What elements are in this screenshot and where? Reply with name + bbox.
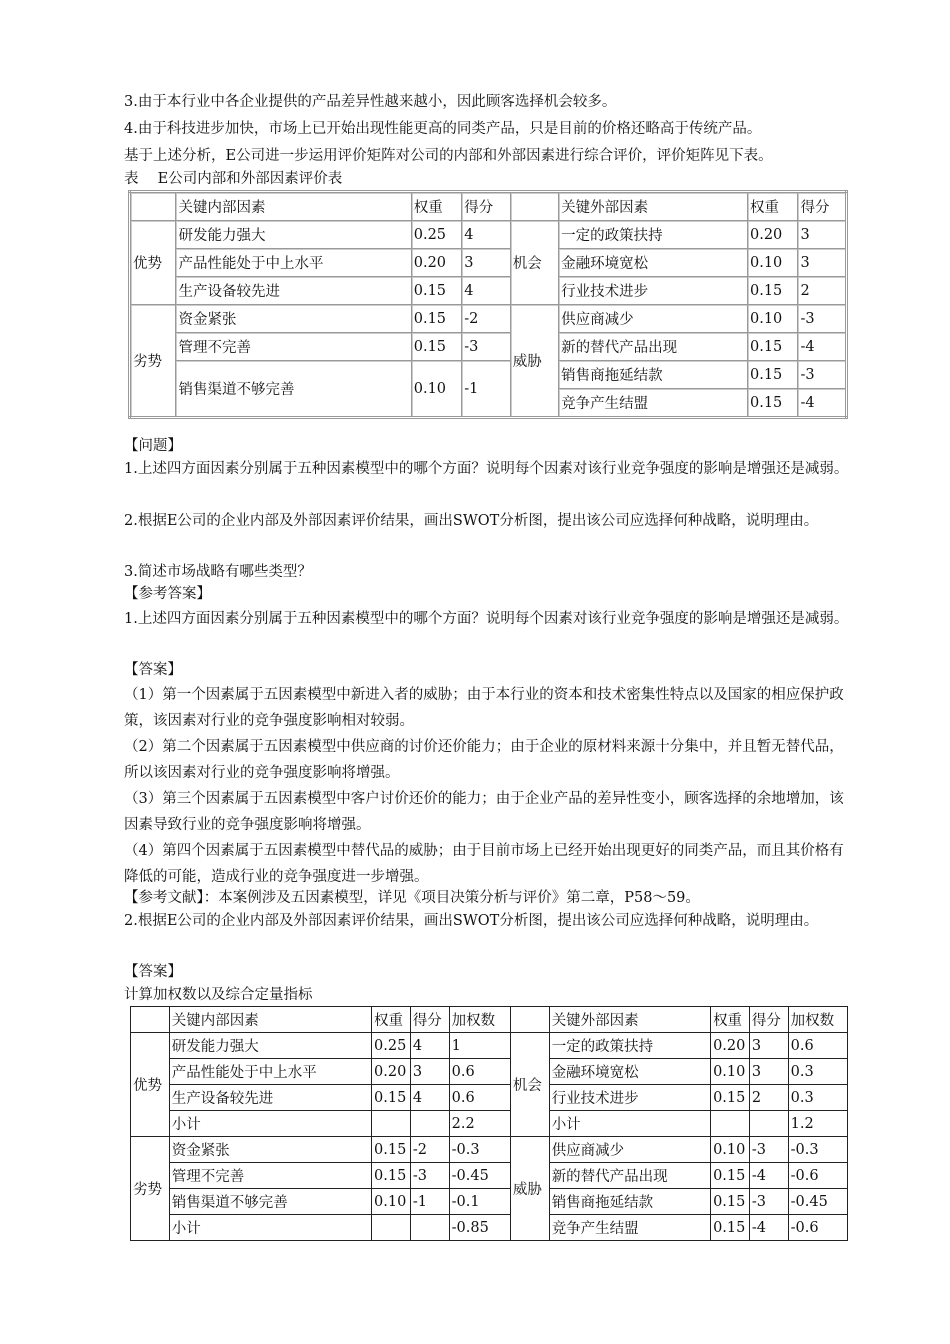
reference-question-1 xyxy=(124,606,854,632)
weight-cell: 0.20 xyxy=(711,1033,750,1059)
score-cell: 2 xyxy=(798,277,847,305)
table-row xyxy=(131,1137,848,1163)
factor-cell: 金融环境宽松 xyxy=(559,249,748,277)
factor-cell: 生产设备较先进 xyxy=(176,277,411,305)
subtotal-value: 1.2 xyxy=(788,1111,847,1137)
header-cell: 关键内部因素 xyxy=(169,1007,371,1033)
factor-evaluation-table xyxy=(128,190,848,419)
weight-cell: 0.15 xyxy=(711,1163,750,1189)
factor-cell: 新的替代产品出现 xyxy=(549,1163,710,1189)
header-cell: 加权数 xyxy=(449,1007,510,1033)
question-2-text: 2.根据E公司的企业内部及外部因素评价结果，画出SWOT分析图，提出该公司应选择何种战略，说明理由。 xyxy=(124,513,819,529)
score-cell: 3 xyxy=(798,221,847,249)
factor-cell: 生产设备较先进 xyxy=(169,1085,371,1111)
score-cell: -4 xyxy=(749,1163,788,1189)
header-cell: 加权数 xyxy=(788,1007,847,1033)
answer-item-4 xyxy=(124,838,854,890)
reference-literature: 【参考文献】：本案例涉及五因素模型，详见《项目决策分析与评价》第二章，P58～59。 xyxy=(124,890,700,906)
weighted-cell: 0.6 xyxy=(788,1033,847,1059)
strength-label: 优势 xyxy=(131,1033,170,1137)
weight-cell: 0.10 xyxy=(711,1059,750,1085)
answer-item-4-text: （4）第四个因素属于五因素模型中替代品的威胁；由于目前市场上已经开始出现更好的同类产品，而且其价格有降低的可能，造成行业的竞争强度进一步增强。 xyxy=(124,843,844,885)
header-cell: 权重 xyxy=(711,1007,750,1033)
score-cell: -3 xyxy=(462,333,510,361)
factor-cell: 资金紧张 xyxy=(169,1137,371,1163)
factor-cell: 销售渠道不够完善 xyxy=(169,1189,371,1215)
weight-cell: 0.15 xyxy=(372,1137,411,1163)
score-cell: 4 xyxy=(410,1033,449,1059)
weakness-label: 劣势 xyxy=(130,305,176,418)
score-cell: -3 xyxy=(798,305,847,333)
score-cell: 3 xyxy=(462,249,510,277)
factor-cell: 产品性能处于中上水平 xyxy=(176,249,411,277)
factor-cell: 销售商拖延结款 xyxy=(559,361,748,389)
factor-cell: 竞争产生结盟 xyxy=(549,1215,710,1241)
empty-cell xyxy=(372,1111,411,1137)
answer-item-1-text: （1）第一个因素属于五因素模型中新进入者的威胁；由于本行业的资本和技术密集性特点以及国家的相应保护政策，该因素对行业的竞争强度影响相对较弱。 xyxy=(124,687,844,729)
table-caption: 表 E公司内部和外部因素评价表 xyxy=(124,171,343,187)
header-cell: 关键内部因素 xyxy=(176,192,411,221)
weight-cell: 0.10 xyxy=(411,361,461,418)
score-cell: -2 xyxy=(462,305,510,333)
intro-paragraph: 基于上述分析，E公司进一步运用评价矩阵对公司的内部和外部因素进行综合评价，评价矩阵见下表。 xyxy=(124,148,773,164)
score-cell: -3 xyxy=(410,1163,449,1189)
weight-cell: 0.15 xyxy=(748,389,798,418)
weighted-cell: 1 xyxy=(449,1033,510,1059)
table-row xyxy=(131,1059,848,1085)
score-cell: -3 xyxy=(749,1137,788,1163)
weighted-cell: -0.1 xyxy=(449,1189,510,1215)
header-cell: 得分 xyxy=(410,1007,449,1033)
factor-cell: 销售商拖延结款 xyxy=(549,1189,710,1215)
answer-item-2 xyxy=(124,734,854,786)
weight-cell: 0.15 xyxy=(411,277,461,305)
table-header-row xyxy=(131,1007,848,1033)
weighted-cell: 0.3 xyxy=(788,1085,847,1111)
threat-label: 威胁 xyxy=(510,1137,549,1241)
score-cell: 2 xyxy=(749,1085,788,1111)
table-row xyxy=(130,305,847,333)
score-cell: -4 xyxy=(798,333,847,361)
weight-cell: 0.15 xyxy=(748,361,798,389)
header-cell: 权重 xyxy=(748,192,798,221)
weighted-cell: 0.6 xyxy=(449,1059,510,1085)
weighted-cell: 0.6 xyxy=(449,1085,510,1111)
weight-cell: 0.15 xyxy=(411,333,461,361)
reference-question-2 xyxy=(124,908,854,934)
factor-cell: 产品性能处于中上水平 xyxy=(169,1059,371,1085)
table-corner-cell xyxy=(131,1007,170,1033)
weight-cell: 0.25 xyxy=(411,221,461,249)
score-cell: 3 xyxy=(749,1033,788,1059)
score-cell: -2 xyxy=(410,1137,449,1163)
weight-cell: 0.15 xyxy=(411,305,461,333)
weight-cell: 0.15 xyxy=(711,1085,750,1111)
weight-cell: 0.10 xyxy=(372,1189,411,1215)
weighted-score-table xyxy=(130,1006,848,1241)
subtotal-value: -0.85 xyxy=(449,1215,510,1241)
table-row xyxy=(130,277,847,305)
empty-cell xyxy=(749,1111,788,1137)
threat-label: 威胁 xyxy=(510,305,558,418)
factor-cell: 行业技术进步 xyxy=(549,1085,710,1111)
weight-cell: 0.25 xyxy=(372,1033,411,1059)
opportunity-label: 机会 xyxy=(510,1033,549,1137)
weight-cell: 0.15 xyxy=(711,1215,750,1241)
table-row xyxy=(131,1163,848,1189)
factor-cell: 管理不完善 xyxy=(169,1163,371,1189)
table-row xyxy=(131,1189,848,1215)
weighted-cell: -0.45 xyxy=(788,1189,847,1215)
table-row xyxy=(131,1033,848,1059)
answer-item-2-text: （2）第二个因素属于五因素模型中供应商的讨价还价能力；由于企业的原材料来源十分集中，并且暂无替代品，所以该因素对行业的竞争强度影响将增强。 xyxy=(124,739,844,781)
answer-item-3-text: （3）第三个因素属于五因素模型中客户讨价还价的能力；由于企业产品的差异性变小，顾客选择的余地增加，该因素导致行业的竞争强度影响将增强。 xyxy=(124,791,844,833)
questions-heading: 【问题】 xyxy=(124,438,182,454)
weighted-cell: -0.3 xyxy=(788,1137,847,1163)
factor-cell: 竞争产生结盟 xyxy=(559,389,748,418)
score-cell: 3 xyxy=(749,1059,788,1085)
subtotal-label: 小计 xyxy=(169,1215,371,1241)
weighted-cell: -0.45 xyxy=(449,1163,510,1189)
weight-cell: 0.15 xyxy=(372,1085,411,1111)
score-cell: -3 xyxy=(749,1189,788,1215)
answer-item-1 xyxy=(124,682,854,734)
header-cell: 权重 xyxy=(411,192,461,221)
factor-cell: 一定的政策扶持 xyxy=(559,221,748,249)
answer-heading-2: 【答案】 xyxy=(124,964,182,980)
header-spacer-cell xyxy=(510,192,558,221)
question-1 xyxy=(124,456,854,482)
factor-cell: 资金紧张 xyxy=(176,305,411,333)
header-cell: 权重 xyxy=(372,1007,411,1033)
weighted-cell: -0.3 xyxy=(449,1137,510,1163)
subtotal-value: 2.2 xyxy=(449,1111,510,1137)
weight-cell: 0.15 xyxy=(748,277,798,305)
factor-cell: 管理不完善 xyxy=(176,333,411,361)
question-1-text: 1.上述四方面因素分别属于五种因素模型中的哪个方面？说明每个因素对该行业竞争强度的影响是增强还是减弱。 xyxy=(124,461,849,477)
score-cell: 3 xyxy=(410,1059,449,1085)
weight-cell: 0.20 xyxy=(372,1059,411,1085)
score-cell: 3 xyxy=(798,249,847,277)
factor-cell: 金融环境宽松 xyxy=(549,1059,710,1085)
weighted-cell: -0.6 xyxy=(788,1163,847,1189)
factor-cell: 供应商减少 xyxy=(549,1137,710,1163)
factor-cell: 研发能力强大 xyxy=(169,1033,371,1059)
table-row xyxy=(131,1085,848,1111)
score-cell: -1 xyxy=(462,361,510,418)
empty-cell xyxy=(711,1111,750,1137)
opportunity-label: 机会 xyxy=(510,221,558,305)
score-cell: -4 xyxy=(798,389,847,418)
header-cell: 得分 xyxy=(462,192,510,221)
weight-cell: 0.15 xyxy=(711,1189,750,1215)
factor-cell: 行业技术进步 xyxy=(559,277,748,305)
weight-cell: 0.10 xyxy=(748,305,798,333)
subtotal-row xyxy=(131,1215,848,1241)
factor-cell: 一定的政策扶持 xyxy=(549,1033,710,1059)
reference-question-2-text: 2.根据E公司的企业内部及外部因素评价结果，画出SWOT分析图，提出该公司应选择何种战略，说明理由。 xyxy=(124,913,819,929)
table-header-row xyxy=(130,192,847,221)
weight-cell: 0.15 xyxy=(372,1163,411,1189)
answer-heading: 【答案】 xyxy=(124,662,182,678)
intro-item-3: 3.由于本行业中各企业提供的产品差异性越来越小，因此顾客选择机会较多。 xyxy=(124,94,617,110)
header-cell: 关键外部因素 xyxy=(559,192,748,221)
subtotal-label: 小计 xyxy=(549,1111,710,1137)
score-cell: 4 xyxy=(462,221,510,249)
factor-cell: 销售渠道不够完善 xyxy=(176,361,411,418)
factor-cell: 研发能力强大 xyxy=(176,221,411,249)
score-cell: 4 xyxy=(410,1085,449,1111)
subtotal-label: 小计 xyxy=(169,1111,371,1137)
weight-cell: 0.20 xyxy=(411,249,461,277)
score-cell: -1 xyxy=(410,1189,449,1215)
weighted-cell: -0.6 xyxy=(788,1215,847,1241)
table-row xyxy=(130,361,847,389)
table-corner-cell xyxy=(130,192,176,221)
subtotal-row xyxy=(131,1111,848,1137)
score-cell: 4 xyxy=(462,277,510,305)
score-cell: -4 xyxy=(749,1215,788,1241)
answer-item-3 xyxy=(124,786,854,838)
question-2 xyxy=(124,508,854,534)
empty-cell xyxy=(372,1215,411,1241)
strength-label: 优势 xyxy=(130,221,176,305)
factor-cell: 新的替代产品出现 xyxy=(559,333,748,361)
weight-cell: 0.10 xyxy=(711,1137,750,1163)
factor-cell: 供应商减少 xyxy=(559,305,748,333)
weight-cell: 0.15 xyxy=(748,333,798,361)
header-cell: 得分 xyxy=(749,1007,788,1033)
score-cell: -3 xyxy=(798,361,847,389)
calc-caption: 计算加权数以及综合定量指标 xyxy=(124,987,313,1003)
weight-cell: 0.10 xyxy=(748,249,798,277)
question-3: 3.简述市场战略有哪些类型？ xyxy=(124,564,312,580)
header-cell: 关键外部因素 xyxy=(549,1007,710,1033)
table-row xyxy=(130,249,847,277)
header-cell: 得分 xyxy=(798,192,847,221)
weight-cell: 0.20 xyxy=(748,221,798,249)
reference-heading: 【参考答案】 xyxy=(124,586,211,602)
intro-item-4: 4.由于科技进步加快，市场上已开始出现性能更高的同类产品，只是目前的价格还略高于传统产品。 xyxy=(124,121,762,137)
table-row xyxy=(130,333,847,361)
reference-question-1-text: 1.上述四方面因素分别属于五种因素模型中的哪个方面？说明每个因素对该行业竞争强度的影响是增强还是减弱。 xyxy=(124,611,849,627)
table-row xyxy=(130,221,847,249)
empty-cell xyxy=(410,1111,449,1137)
weakness-label: 劣势 xyxy=(131,1137,170,1241)
empty-cell xyxy=(410,1215,449,1241)
header-spacer-cell xyxy=(510,1007,549,1033)
weighted-cell: 0.3 xyxy=(788,1059,847,1085)
